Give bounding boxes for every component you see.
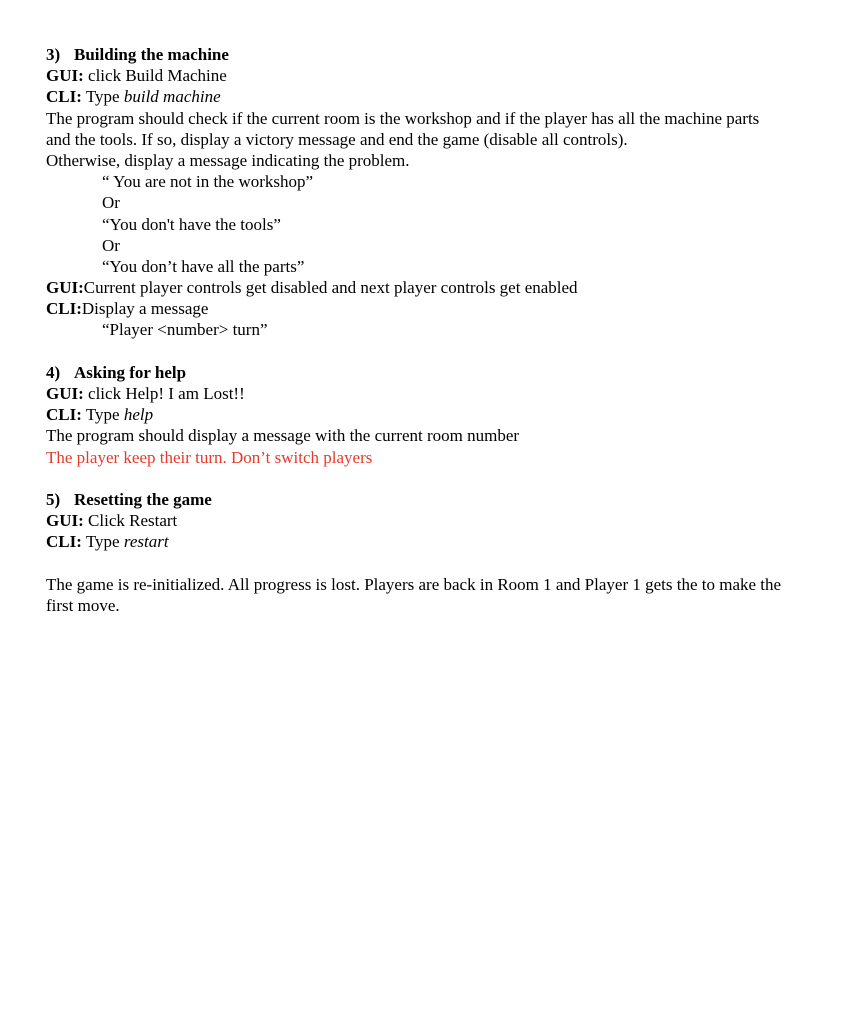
section-5-gui-line — [46, 510, 786, 531]
section-3-heading — [46, 44, 786, 65]
cli-command: build machine — [123, 87, 221, 107]
spacer — [46, 341, 786, 362]
cli-label: CLI: — [46, 87, 82, 107]
message-no-parts: “You don’t have all the parts” — [102, 256, 305, 276]
gui-text: Current player controls get disabled and next player controls get enabled — [83, 278, 578, 298]
section-3-title: Building the machine — [74, 45, 229, 64]
message-not-workshop: “ You are not in the workshop” — [102, 172, 314, 192]
player-turn-message: “Player <number> turn” — [102, 320, 268, 340]
section-3-gui-line — [46, 65, 786, 86]
section-3-otherwise: Otherwise, display a message indicating the problem. — [46, 150, 410, 170]
or-separator: Or — [102, 193, 120, 213]
cli-label: CLI: — [46, 532, 82, 552]
gui-label: GUI: — [46, 278, 84, 298]
gui-text: Click Restart — [83, 511, 178, 531]
gui-text: click Help! I am Lost!! — [83, 384, 245, 404]
section-4-title: Asking for help — [74, 362, 187, 382]
section-5-description: The game is re-initialized. All progress is lost. Players are back in Room 1 and Player 1 gets the to make the first move. — [46, 574, 782, 615]
section-3-gui2-line — [46, 277, 786, 298]
section-3-description: The program should check if the current room is the workshop and if the player has all the machine parts and the tools. If so, display a victory message and end the game (disable all controls). — [46, 108, 760, 149]
or-separator: Or — [102, 235, 120, 255]
gui-text: click Build Machine — [83, 66, 227, 86]
section-3-cli-line — [46, 86, 786, 107]
gui-label: GUI: — [46, 384, 84, 404]
cli-text: Display a message — [81, 299, 209, 319]
cli-command: help — [123, 405, 154, 425]
spacer — [46, 468, 786, 489]
spacer — [46, 553, 786, 574]
cli-prefix: Type — [81, 405, 124, 425]
cli-label: CLI: — [46, 299, 82, 319]
section-5-number: 5) — [46, 489, 61, 509]
section-4-number: 4) — [46, 362, 61, 382]
section-3-cli2-line — [46, 298, 786, 319]
section-4-gui-line — [46, 383, 786, 404]
section-5-heading — [46, 489, 786, 510]
section-4-note: The player keep their turn. Don’t switch players — [46, 447, 373, 467]
cli-command: restart — [123, 532, 169, 552]
section-5-cli-line — [46, 531, 786, 552]
section-3-number: 3) — [46, 45, 61, 64]
section-4-cli-line — [46, 404, 786, 425]
section-4-heading — [46, 362, 786, 383]
section-4-description: The program should display a message with the current room number — [46, 426, 520, 446]
gui-label: GUI: — [46, 66, 84, 86]
section-5-title: Resetting the game — [74, 489, 212, 509]
cli-prefix: Type — [81, 532, 124, 552]
cli-label: CLI: — [46, 405, 82, 425]
message-no-tools: “You don't have the tools” — [102, 214, 281, 234]
document-page — [46, 44, 786, 616]
gui-label: GUI: — [46, 511, 84, 531]
cli-prefix: Type — [81, 87, 124, 107]
